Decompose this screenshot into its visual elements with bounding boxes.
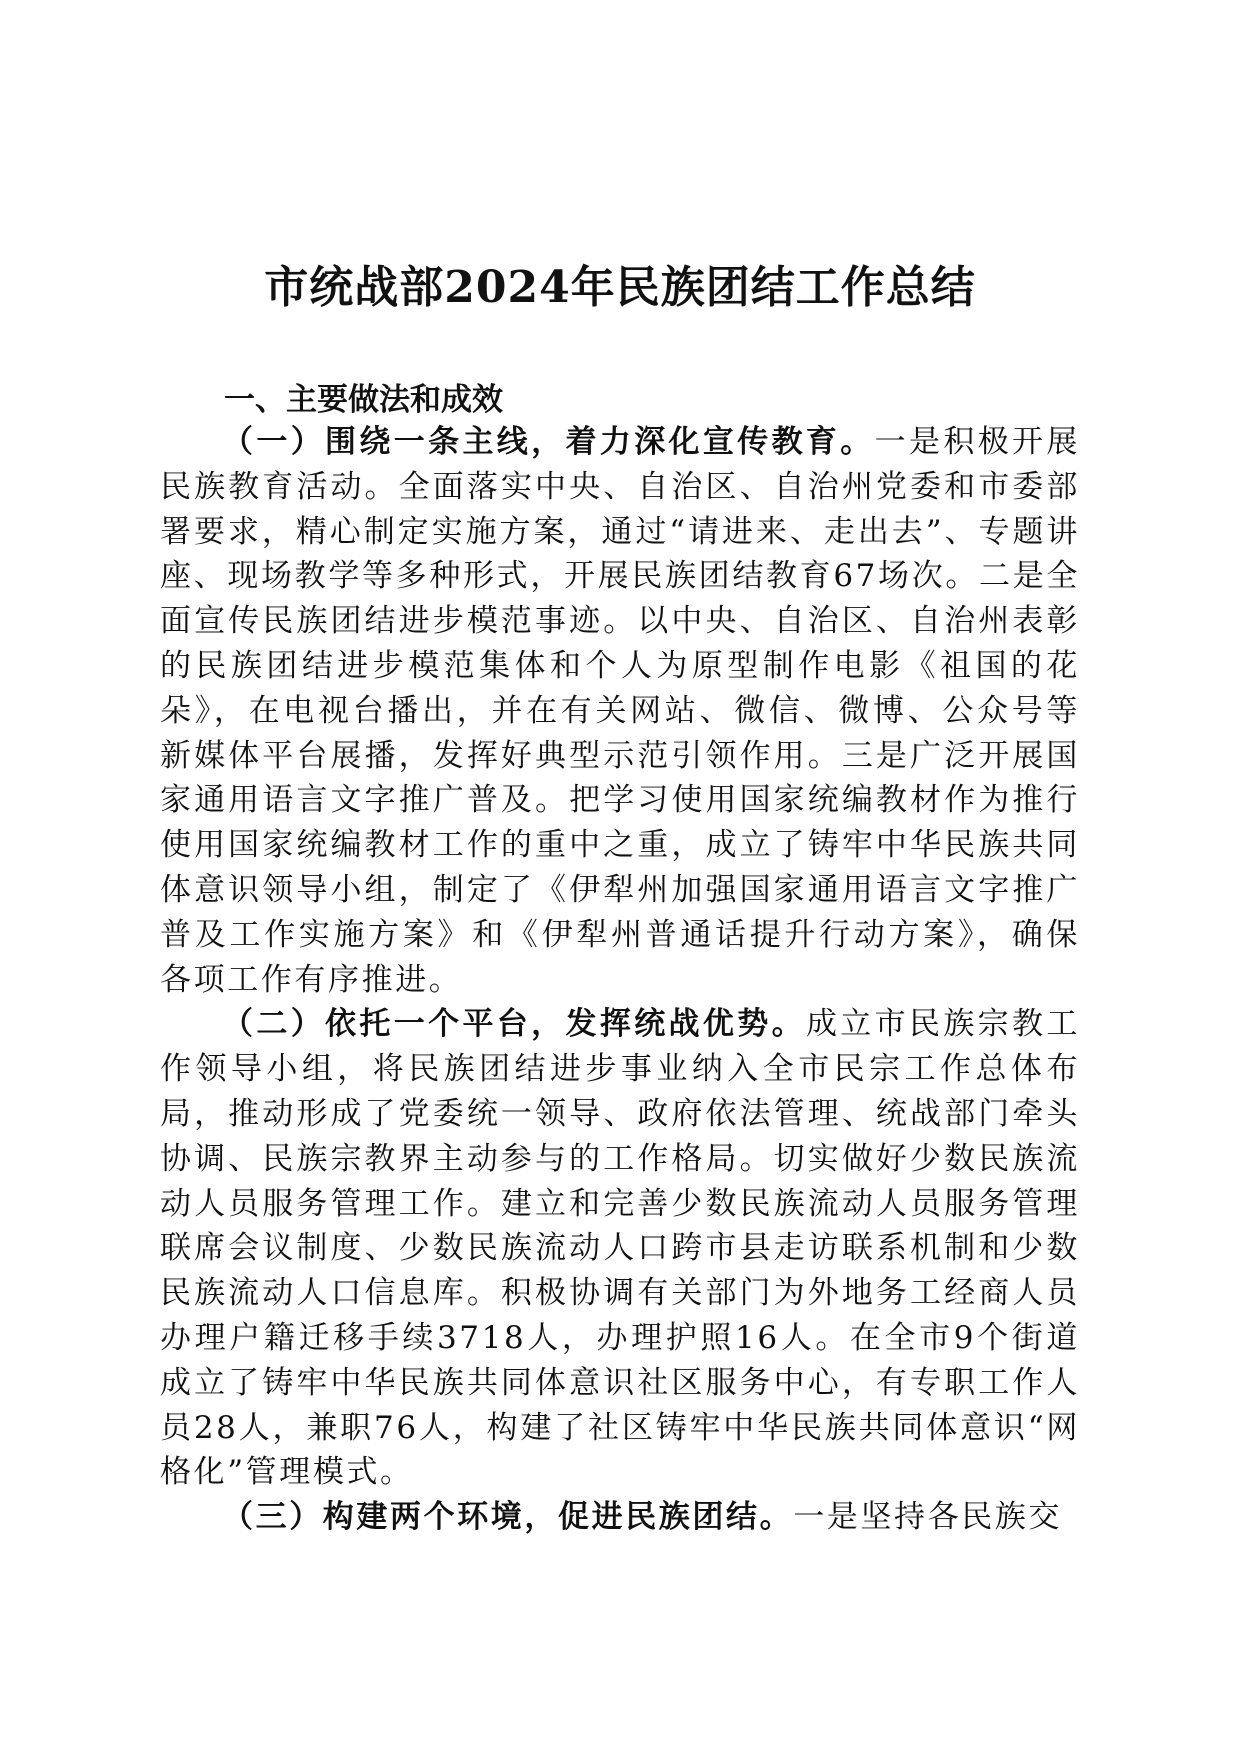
- paragraph-1-text: 一是积极开展民族教育活动。全面落实中央、自治区、自治州党委和市委部署要求，精心制定实施方案，通过“请进来、走出去”、专题讲座、现场教学等多种形式，开展民族团结教育67场次。二是全面宣传民族团结进步模范事迹。以中央、自治区、自治州表彰的民族团结进步模范集体和个人为原型制作电影《祖国的花朵》，在电视台播出，并在有关网站、微信、微博、公众号等新媒体平台展播，发挥好典型示范引领作用。三是广泛开展国家通用语言文字推广普及。把学习使用国家统编教材作为推行使用国家统编教材工作的重中之重，成立了铸牢中华民族共同体意识领导小组，制定了《伊犁州加强国家通用语言文字推广普及工作实施方案》和《伊犁州普通话提升行动方案》，确保各项工作有序推进。: [160, 424, 1080, 998]
- document-title: 市统战部2024年民族团结工作总结: [264, 262, 976, 313]
- paragraph-2-text: 成立市民族宗教工作领导小组，将民族团结进步事业纳入全市民宗工作总体布局，推动形成了党委统一领导、政府依法管理、统战部门牵头协调、民族宗教界主动参与的工作格局。切实做好少数民族流动人员服务管理工作。建立和完善少数民族流动人员服务管理联席会议制度、少数民族流动人口跨市县走访联系机制和少数民族流动人口信息库。积极协调有关部门为外地务工经商人员办理户籍迁移手续3718人，办理护照16人。在全市9个街道成立了铸牢中华民族共同体意识社区服务中心，有专职工作人员28人，兼职76人，构建了社区铸牢中华民族共同体意识“网格化”管理模式。: [160, 1006, 1080, 1491]
- paragraph-1: [160, 420, 1080, 1002]
- paragraph-3-lead: （三）构建两个环境，促进民族团结。: [222, 1499, 794, 1536]
- document-body: [160, 380, 1080, 1540]
- paragraph-1-lead: （一）围绕一条主线，着力深化宣传教育。: [222, 424, 875, 460]
- paragraph-2-lead: （二）依托一个平台，发挥统战优势。: [222, 1006, 806, 1043]
- paragraph-2: [160, 1002, 1080, 1495]
- paragraph-3: [160, 1495, 1080, 1540]
- section-heading: 一、主要做法和成效: [224, 382, 503, 418]
- paragraph-3-text: 一是坚持各民族交: [793, 1499, 1063, 1536]
